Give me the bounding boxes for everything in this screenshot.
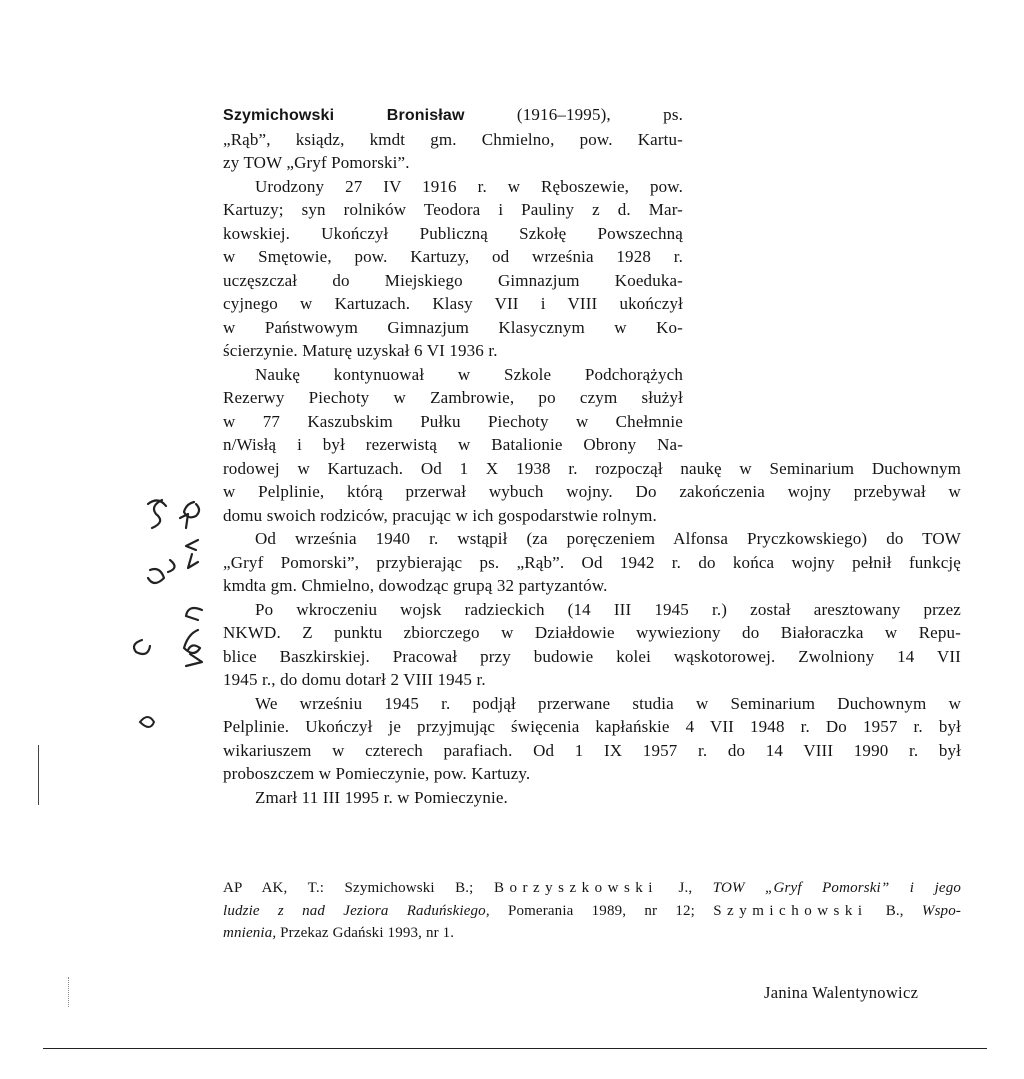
entry-line-25: 1945 r., do domu dotarł 2 VIII 1945 r. <box>223 670 486 689</box>
entry-line-3: zy TOW „Gryf Pomorski”. <box>223 153 410 172</box>
entry-line-13: Rezerwy Piechoty w Zambrowie, po czym służył <box>223 388 683 407</box>
entry-line-8: uczęszczał do Miejskiego Gimnazjum Koeduka- <box>223 270 683 290</box>
entry-line-14: w 77 Kaszubskim Pułku Piechoty w Chełmnie <box>223 411 683 431</box>
entry-line-29: proboszczem w Pomieczynie, pow. Kartuzy. <box>223 764 531 783</box>
sources-journal-2: Przekaz Gdański 1993, nr 1. <box>276 925 455 941</box>
sources-title-2-cont: mnienia, <box>223 925 277 941</box>
sources-journal-1: Pomerania 1989, nr 12; <box>489 902 714 919</box>
sources-initial-1: J., <box>657 880 713 896</box>
entry-line-26: We wrześniu 1945 r. podjął przerwane studia w Seminarium Duchownym w <box>255 693 961 713</box>
bottom-rule <box>43 1048 987 1049</box>
entry-line-27: Pelplinie. Ukończył je przyjmując święcenia kapłańskie 4 VII 1948 r. Do 1957 r. był <box>223 717 961 736</box>
sources-block <box>223 877 961 945</box>
entry-line-9: cyjnego w Kartuzach. Klasy VII i VIII ukończył <box>223 294 683 313</box>
entry-line-10: w Państwowym Gimnazjum Klasycznym w Ko- <box>223 317 683 337</box>
sources-initial-2: B., <box>867 902 922 919</box>
entry-line-11: ścierzynie. Maturę uzyskał 6 VI 1936 r. <box>223 341 498 360</box>
sources-author-2: Szymichowski <box>713 902 868 919</box>
entry-line-15: n/Wisłą i był rezerwistą w Batalionie Obrony Na- <box>223 435 683 454</box>
sources-title-2: Wspo- <box>921 902 961 919</box>
entry-line-7: w Smętowie, pow. Kartuzy, od września 1928 r. <box>223 247 683 266</box>
entry-line-23: NKWD. Z punktu zbiorczego w Działdowie wywieziony do Białoraczka w Repu- <box>223 623 961 642</box>
entry-line-2: „Rąb”, ksiądz, kmdt gm. Chmielno, pow. Kartu- <box>223 129 683 149</box>
entry-line-text: (1916–1995), ps. <box>464 105 683 124</box>
entry-line-21: kmdta gm. Chmielno, dowodząc grupą 32 partyzantów. <box>223 576 608 595</box>
edge-dots <box>68 977 70 1007</box>
entry-line-16: rodowej w Kartuzach. Od 1 X 1938 r. rozpoczął naukę w Seminarium Duchownym <box>223 458 961 478</box>
headword: Szymichowski Bronisław <box>223 107 465 124</box>
entry-line-5: Kartuzy; syn rolników Teodora i Pauliny z d. Mar- <box>223 200 683 219</box>
sources-line-3 <box>223 922 961 945</box>
margin-rule <box>38 745 39 805</box>
entry-line-17: w Pelplinie, którą przerwał wybuch wojny. Do zakończenia wojny przebywał w <box>223 482 961 501</box>
entry-line-12: Naukę kontynuował w Szkole Podchorążych <box>255 364 683 384</box>
entry-line-28: wikariuszem w czterech parafiach. Od 1 IX 1957 r. do 14 VIII 1990 r. był <box>223 740 961 760</box>
sources-line-1 <box>223 877 961 900</box>
sources-line-2 <box>223 900 961 923</box>
sources-archive: AP AK, T.: Szymichowski B.; <box>223 880 494 896</box>
entry-line-19: Od września 1940 r. wstąpił (za poręczeniem Alfonsa Pryczkowskiego) do TOW <box>255 529 961 548</box>
entry-line-6: kowskiej. Ukończył Publiczną Szkołę Powszechną <box>223 223 683 243</box>
sources-title-1-cont: ludzie z nad Jeziora Raduńskiego, <box>223 902 490 919</box>
entry-line-4: Urodzony 27 IV 1916 r. w Ręboszewie, pow. <box>255 176 683 196</box>
entry-line-22: Po wkroczeniu wojsk radzieckich (14 III 1945 r.) został aresztowany przez <box>255 599 961 619</box>
entry-line-24: blice Baszkirskiej. Pracował przy budowie kolei wąskotorowej. Zwolniony 14 VII <box>223 646 961 666</box>
entry-author: Janina Walentynowicz <box>764 983 919 1002</box>
entry-line-30: Zmarł 11 III 1995 r. w Pomieczynie. <box>255 787 508 807</box>
sources-title-1: TOW „Gryf Pomorski” i jego <box>712 880 962 896</box>
entry-line-18: domu swoich rodziców, pracując w ich gospodarstwie rolnym. <box>223 505 657 525</box>
sources-author-1: Borzyszkowski <box>493 880 658 896</box>
biography-entry <box>223 103 961 809</box>
entry-line-20: „Gryf Pomorski”, przybierając ps. „Rąb”. Od 1942 r. do końca wojny pełnił funkcję <box>223 552 961 572</box>
entry-line-1 <box>223 103 683 128</box>
handwritten-margin-note <box>110 490 220 770</box>
